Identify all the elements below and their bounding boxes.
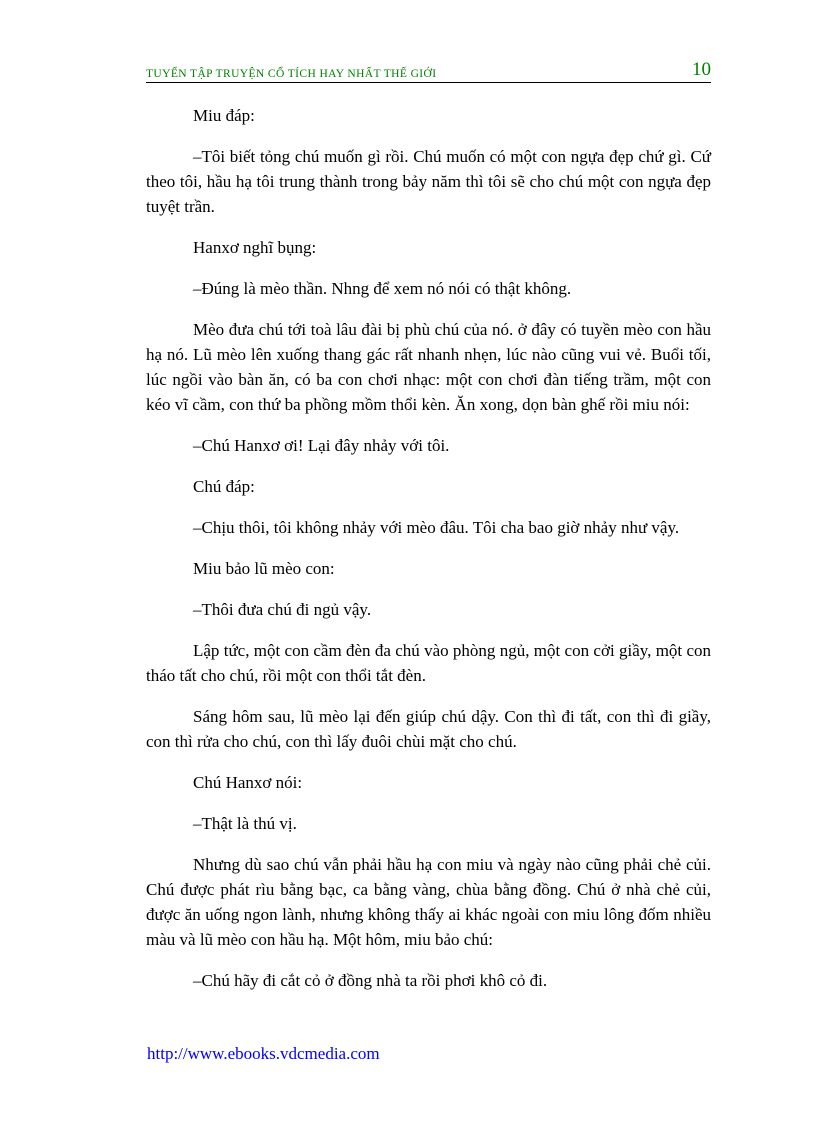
- paragraph: –Chú Hanxơ ơi! Lại đây nhảy với tôi.: [193, 436, 450, 455]
- book-title: TUYỂN TẬP TRUYỆN CỔ TÍCH HAY NHẤT THẾ GIỚI: [146, 68, 437, 80]
- paragraph: Mèo đưa chú tới toà lâu đài bị phù chú của nó. ở đây có tuyền mèo con hầu hạ nó. Lũ mèo lên xuống thang gác rất nhanh nhẹn, lúc nào cũng vui vẻ. Buổi tối, lúc ngồi vào bàn ăn, có ba con chơi nhạc: một con chơi đàn tiếng trầm, một con kéo vĩ cầm, con thứ ba phồng mồm thổi kèn. Ăn xong, dọn bàn ghế rồi miu nói:: [146, 320, 711, 414]
- footer-link[interactable]: http://www.ebooks.vdcmedia.com: [147, 1044, 380, 1063]
- paragraph: –Đúng là mèo thần. Nhng để xem nó nói có thật không.: [193, 279, 572, 298]
- paragraph: –Thôi đưa chú đi ngủ vậy.: [193, 600, 372, 619]
- paragraph: Chú Hanxơ nói:: [193, 773, 303, 792]
- page-number: 10: [692, 59, 711, 80]
- paragraph: Miu bảo lũ mèo con:: [193, 559, 335, 578]
- paragraph: Miu đáp:: [193, 106, 255, 125]
- page-header: [146, 60, 711, 83]
- paragraph: –Chú hãy đi cắt cỏ ở đồng nhà ta rồi phơi khô cỏ đi.: [193, 971, 548, 990]
- story-body: [146, 103, 711, 1009]
- paragraph: –Chịu thôi, tôi không nhảy với mèo đâu. Tôi cha bao giờ nhảy như vậy.: [193, 518, 680, 537]
- paragraph: Sáng hôm sau, lũ mèo lại đến giúp chú dậy. Con thì đi tất, con thì đi giầy, con thì rửa cho chú, con thì lấy đuôi chùi mặt cho chú.: [146, 707, 711, 751]
- paragraph: Chú đáp:: [193, 477, 255, 496]
- paragraph: –Thật là thú vị.: [193, 814, 297, 833]
- paragraph: –Tôi biết tỏng chú muốn gì rồi. Chú muốn có một con ngựa đẹp chứ gì. Cứ theo tôi, hầu hạ tôi trung thành trong bảy năm thì tôi sẽ cho chú một con ngựa đẹp tuyệt trần.: [146, 147, 711, 216]
- paragraph: Hanxơ nghĩ bụng:: [193, 238, 317, 257]
- paragraph: Nhưng dù sao chú vẫn phải hầu hạ con miu và ngày nào cũng phải chẻ củi. Chú được phát rìu bằng bạc, ca bằng vàng, chùa bằng đồng. Chú ở nhà chẻ củi, được ăn uống ngon lành, nhưng không thấy ai khác ngoài con miu lông đốm nhiều màu và lũ mèo con hầu hạ. Một hôm, miu bảo chú:: [146, 855, 711, 949]
- paragraph: Lập tức, một con cầm đèn đa chú vào phòng ngủ, một con cởi giầy, một con tháo tất cho chú, rồi một con thổi tắt đèn.: [146, 641, 711, 685]
